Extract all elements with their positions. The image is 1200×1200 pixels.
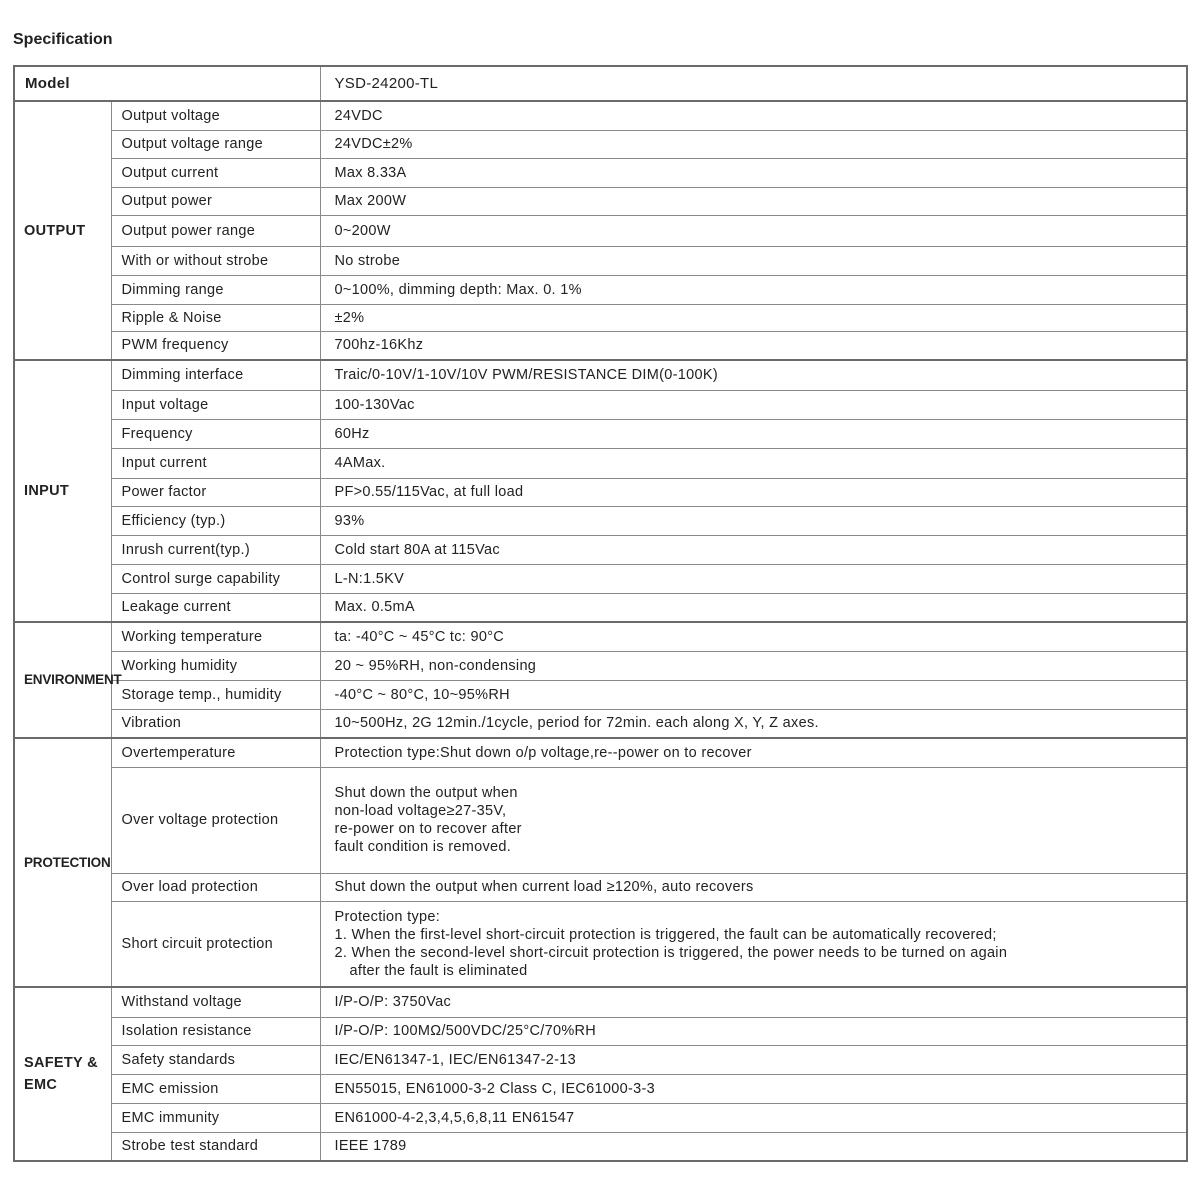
- row-label: With or without strobe: [111, 246, 320, 275]
- value-line: 1. When the first-level short-circuit protection is triggered, the fault can be automatically recovered;: [334, 926, 997, 943]
- table-row: [14, 506, 1187, 535]
- table-row: [14, 651, 1187, 680]
- row-value: ta: -40°C ~ 45°C tc: 90°C: [320, 622, 1187, 651]
- row-value: IEEE 1789: [320, 1132, 1187, 1161]
- row-label: Safety standards: [111, 1045, 320, 1074]
- table-row: [14, 535, 1187, 564]
- row-label: EMC emission: [111, 1074, 320, 1103]
- table-row: [14, 873, 1187, 901]
- row-value: IEC/EN61347-1, IEC/EN61347-2-13: [320, 1045, 1187, 1074]
- table-row: [14, 158, 1187, 187]
- row-value: 100-130Vac: [320, 390, 1187, 419]
- row-label: Input voltage: [111, 390, 320, 419]
- value-line: re-power on to recover after: [334, 821, 522, 837]
- table-row: [14, 1045, 1187, 1074]
- row-value: -40°C ~ 80°C, 10~95%RH: [320, 680, 1187, 709]
- row-value: 4AMax.: [320, 448, 1187, 478]
- row-value: No strobe: [320, 246, 1187, 275]
- section-name-line: SAFETY &: [24, 1055, 98, 1071]
- row-value: EN55015, EN61000-3-2 Class C, IEC61000-3-3: [320, 1074, 1187, 1103]
- row-value: ±2%: [320, 304, 1187, 331]
- row-value: 0~200W: [320, 215, 1187, 246]
- row-value: Max 8.33A: [320, 158, 1187, 187]
- table-row: [14, 246, 1187, 275]
- row-label: Frequency: [111, 419, 320, 448]
- row-label: Dimming interface: [111, 360, 320, 390]
- value-line: 2. When the second-level short-circuit protection is triggered, the power needs to be turned on again: [334, 944, 1008, 961]
- table-row: [14, 478, 1187, 506]
- row-value: Max. 0.5mA: [320, 593, 1187, 622]
- row-label: EMC immunity: [111, 1103, 320, 1132]
- table-row: [14, 680, 1187, 709]
- row-label: Control surge capability: [111, 564, 320, 593]
- table-row: [14, 215, 1187, 246]
- row-label: Output voltage range: [111, 130, 320, 158]
- row-label: Output power range: [111, 215, 320, 246]
- table-row: [14, 564, 1187, 593]
- model-label: Model: [14, 66, 320, 101]
- table-row: [14, 987, 1187, 1017]
- row-label: Output current: [111, 158, 320, 187]
- row-value: I/P-O/P: 100MΩ/500VDC/25°C/70%RH: [320, 1017, 1187, 1045]
- row-value: Shut down the output when current load ≥120%, auto recovers: [320, 873, 1187, 901]
- row-label: Input current: [111, 448, 320, 478]
- value-line: Shut down the output when: [334, 785, 518, 801]
- value-line: fault condition is removed.: [334, 839, 512, 855]
- table-row: [14, 738, 1187, 767]
- model-row: [14, 66, 1187, 101]
- table-row: [14, 1017, 1187, 1045]
- section-input: INPUT: [14, 360, 111, 622]
- row-value: Protection type:Shut down o/p voltage,re--power on to recover: [320, 738, 1187, 767]
- table-row: [14, 275, 1187, 304]
- value-line: non-load voltage≥27-35V,: [334, 803, 507, 819]
- table-row: [14, 1074, 1187, 1103]
- row-label: Vibration: [111, 709, 320, 738]
- table-row: [14, 187, 1187, 215]
- row-label: Over load protection: [111, 873, 320, 901]
- model-value: YSD-24200-TL: [320, 66, 1187, 101]
- row-label: Short circuit protection: [111, 901, 320, 987]
- row-label: Withstand voltage: [111, 987, 320, 1017]
- row-value: Cold start 80A at 115Vac: [320, 535, 1187, 564]
- table-row: [14, 419, 1187, 448]
- row-label: Power factor: [111, 478, 320, 506]
- section-protection: PROTECTION: [14, 738, 111, 987]
- table-row: [14, 390, 1187, 419]
- row-label: Efficiency (typ.): [111, 506, 320, 535]
- value-line: Protection type:: [334, 908, 441, 925]
- row-label: Leakage current: [111, 593, 320, 622]
- row-value: L-N:1.5KV: [320, 564, 1187, 593]
- table-row: [14, 622, 1187, 651]
- row-label: Working humidity: [111, 651, 320, 680]
- row-label: Over voltage protection: [111, 767, 320, 873]
- table-row: [14, 448, 1187, 478]
- table-row: [14, 1103, 1187, 1132]
- row-value: [320, 901, 1187, 987]
- row-label: Output power: [111, 187, 320, 215]
- section-environment: ENVIRONMENT: [14, 622, 111, 738]
- table-row: [14, 360, 1187, 390]
- table-row: [14, 130, 1187, 158]
- row-label: Ripple & Noise: [111, 304, 320, 331]
- row-label: Inrush current(typ.): [111, 535, 320, 564]
- row-label: Storage temp., humidity: [111, 680, 320, 709]
- row-value: Max 200W: [320, 187, 1187, 215]
- row-value: 0~100%, dimming depth: Max. 0. 1%: [320, 275, 1187, 304]
- row-value: 24VDC: [320, 101, 1187, 130]
- row-label: Overtemperature: [111, 738, 320, 767]
- section-name-line: EMC: [24, 1077, 58, 1093]
- table-row: [14, 101, 1187, 130]
- table-row: [14, 331, 1187, 360]
- page-title: Specification: [13, 31, 113, 48]
- specification-table: [13, 65, 1188, 1162]
- row-value: 60Hz: [320, 419, 1187, 448]
- table-row: [14, 709, 1187, 738]
- row-label: Dimming range: [111, 275, 320, 304]
- section-safety-emc: [14, 987, 111, 1161]
- table-row: [14, 1132, 1187, 1161]
- row-value: EN61000-4-2,3,4,5,6,8,11 EN61547: [320, 1103, 1187, 1132]
- row-value: PF>0.55/115Vac, at full load: [320, 478, 1187, 506]
- row-value: I/P-O/P: 3750Vac: [320, 987, 1187, 1017]
- row-label: Isolation resistance: [111, 1017, 320, 1045]
- table-row: [14, 767, 1187, 873]
- row-value: 24VDC±2%: [320, 130, 1187, 158]
- row-value: 700hz-16Khz: [320, 331, 1187, 360]
- row-label: PWM frequency: [111, 331, 320, 360]
- section-output: OUTPUT: [14, 101, 111, 360]
- row-label: Working temperature: [111, 622, 320, 651]
- row-value: 20 ~ 95%RH, non-condensing: [320, 651, 1187, 680]
- row-value: 93%: [320, 506, 1187, 535]
- row-label: Strobe test standard: [111, 1132, 320, 1161]
- row-label: Output voltage: [111, 101, 320, 130]
- table-row: [14, 304, 1187, 331]
- row-value: 10~500Hz, 2G 12min./1cycle, period for 72min. each along X, Y, Z axes.: [320, 709, 1187, 738]
- table-row: [14, 593, 1187, 622]
- row-value: Traic/0-10V/1-10V/10V PWM/RESISTANCE DIM(0-100K): [320, 360, 1187, 390]
- row-value: [320, 767, 1187, 873]
- value-line: after the fault is eliminated: [349, 962, 528, 979]
- table-row: [14, 901, 1187, 987]
